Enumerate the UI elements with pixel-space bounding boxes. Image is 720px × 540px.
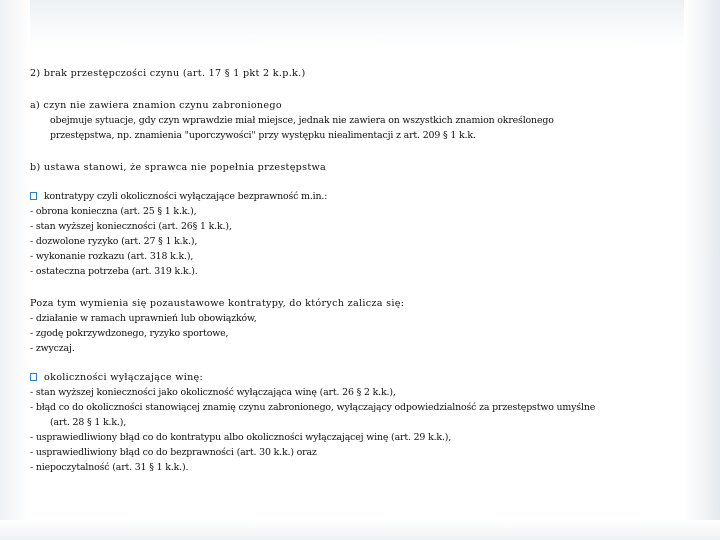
wina-heading: okoliczności wyłączające winę: (44, 372, 204, 383)
list-item: - dozwolone ryzyko (art. 27 § 1 k.k.), (30, 236, 198, 247)
list-item-continuation: (art. 28 § 1 k.k.), (50, 417, 127, 428)
square-bullet-icon (30, 192, 37, 200)
slide-bottom-edge (0, 520, 720, 540)
kontratypy-heading-row (30, 189, 680, 204)
list-item: - obrona konieczna (art. 25 § 1 k.k.), (30, 206, 197, 217)
pozaustawowe-heading: Poza tym wymienia się pozaustawowe kontratypy, do których zalicza się: (30, 298, 405, 309)
slide-content (30, 66, 680, 475)
list-item: - stan wyższej konieczności jako okoliczność wyłączająca winę (art. 26 § 2 k.k.), (30, 387, 396, 398)
subpoint-a-text-line: obejmuje sytuacje, gdy czyn wprawdzie miał miejsce, jednak nie zawiera on wszystkich znamion określonego (50, 115, 554, 126)
list-item: - zwyczaj. (30, 343, 75, 354)
list-item: - wykonanie rozkazu (art. 318 k.k.), (30, 251, 194, 262)
square-bullet-icon (30, 373, 37, 381)
list-item: - zgodę pokrzywdzonego, ryzyko sportowe, (30, 328, 229, 339)
slide-top-edge (0, 0, 720, 48)
list-item: - usprawiedliwiony błąd co do kontratypu albo okoliczności wyłączającej winę (art. 29 k.k.), (30, 432, 452, 443)
list-item: - błąd co do okoliczności stanowiącej znamię czynu zabronionego, wyłączający odpowiedzialność za przestępstwo umyślne (30, 402, 596, 413)
list-item: - działanie w ramach uprawnień lub obowiązków, (30, 313, 257, 324)
list-item: - usprawiedliwiony błąd co do bezprawności (art. 30 k.k.) oraz (30, 447, 317, 458)
subpoint-b-heading: b) ustawa stanowi, że sprawca nie popełnia przestępstwa (30, 162, 327, 173)
slide-left-edge (0, 0, 30, 540)
list-item: - ostateczna potrzeba (art. 319 k.k.). (30, 266, 198, 277)
list-item: - stan wyższej konieczności (art. 26§ 1 k.k.), (30, 221, 232, 232)
subpoint-a-text-line: przestępstwa, np. znamienia "uporczywości" przy występku niealimentacji z art. 209 § 1 k.k. (50, 130, 476, 141)
list-item: - niepoczytalność (art. 31 § 1 k.k.). (30, 462, 189, 473)
slide-right-edge (684, 0, 720, 540)
point-2-heading: 2) brak przestępczości czynu (art. 17 § 1 pkt 2 k.p.k.) (30, 68, 306, 79)
subpoint-a-heading: a) czyn nie zawiera znamion czynu zabronionego (30, 100, 282, 111)
kontratypy-heading: kontratypy czyli okoliczności wyłączające bezprawność m.in.: (44, 191, 328, 202)
wina-heading-row (30, 370, 680, 385)
